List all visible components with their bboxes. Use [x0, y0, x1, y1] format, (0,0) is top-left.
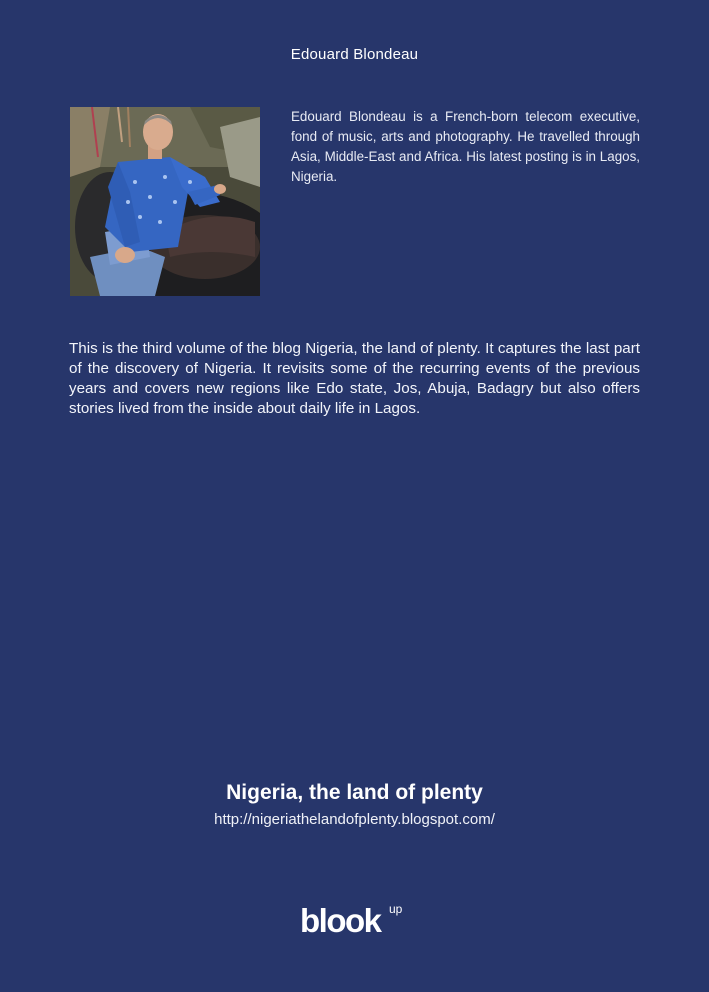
author-bio: Edouard Blondeau is a French-born telecom executive, fond of music, arts and photography. He travelled through Asia, Middle-East and Africa. His latest posting is in Lagos, Nigeria. — [291, 109, 640, 184]
publisher-logo-sup: up — [389, 902, 403, 916]
book-summary: This is the third volume of the blog Nigeria, the land of plenty. It captures the last part of the discovery of Nigeria. It revisits some of the recurring events of the previous years and covers new regions like Edo state, Jos, Abuja, Badagry but also offers stories lived from the inside about daily life in Lagos. — [69, 340, 640, 417]
publisher-logo-main: blook — [300, 902, 381, 939]
book-url: http://nigeriathelandofplenty.blogspot.com/ — [214, 811, 495, 828]
publisher-logo — [300, 903, 412, 941]
author-photo — [70, 107, 260, 296]
author-name: Edouard Blondeau — [290, 46, 419, 63]
book-title: Nigeria, the land of plenty — [226, 781, 483, 804]
